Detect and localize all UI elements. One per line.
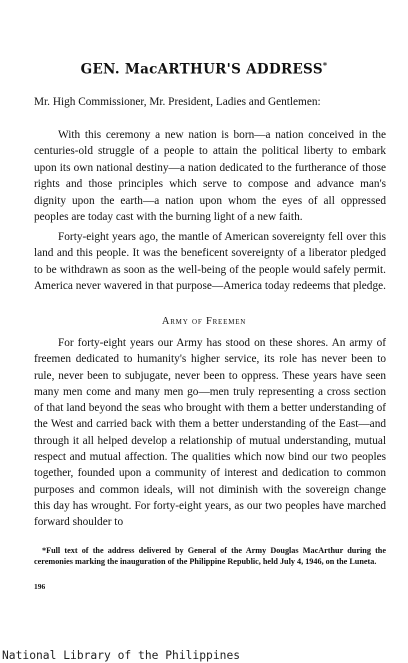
paragraph-2: Forty-eight years ago, the mantle of American sovereignty fell over this land and this people. It was the beneficent sovereignty of a liberator pledged to be withdrawn as soon as the well-being of the people would safely permit. America never wavered in that purpose—America today redeems that pledge. bbox=[34, 231, 386, 293]
library-watermark: National Library of the Philippines bbox=[2, 649, 241, 662]
page-title bbox=[0, 60, 408, 78]
title-footnote-mark: * bbox=[322, 60, 328, 70]
title-text: GEN. MacARTHUR'S ADDRESS bbox=[80, 61, 323, 78]
section-heading: Army of Freemen bbox=[161, 316, 247, 327]
footnote: *Full text of the address delivered by General of the Army Douglas MacArthur during the ceremonies marking the inauguration of the Philippine Republic, held July 4, 1946, on the Luneta. bbox=[34, 546, 386, 566]
paragraph-1: With this ceremony a new nation is born—a nation conceived in the centuries-old struggle of a people to attain the political liberty to embark upon its own national destiny—a nation dedicated to the furtherance of those rights and those principles which serve to compose and advance man's dignity upon the earth—a nation upon whom the eyes of all oppressed peoples are today cast with the burning light of a new faith. bbox=[34, 129, 386, 224]
salutation: Mr. High Commissioner, Mr. President, Ladies and Gentlemen: bbox=[34, 96, 321, 108]
page-number: 196 bbox=[34, 582, 46, 591]
section-paragraph-1: For forty-eight years our Army has stood on these shores. An army of freemen dedicated to humanity's higher service, its role has never been to rule, never been to subjugate, never been to oppress. These years have seen many men come and many men go—men truly representing a cross section of that land beyond the seas who brought with them a better understanding of the West and carried back with them a better understanding of the East—and through it all helped develop a relationship of mutual understanding, mutual respect and mutual affection. The qualities which now bind our two peoples together, founded upon a community of interest and dedication to common purposes and common ideals, will not diminish with the sovereign change this day has wrought. For forty-eight years, as our two peoples have marched forward shoulder to bbox=[34, 337, 386, 529]
